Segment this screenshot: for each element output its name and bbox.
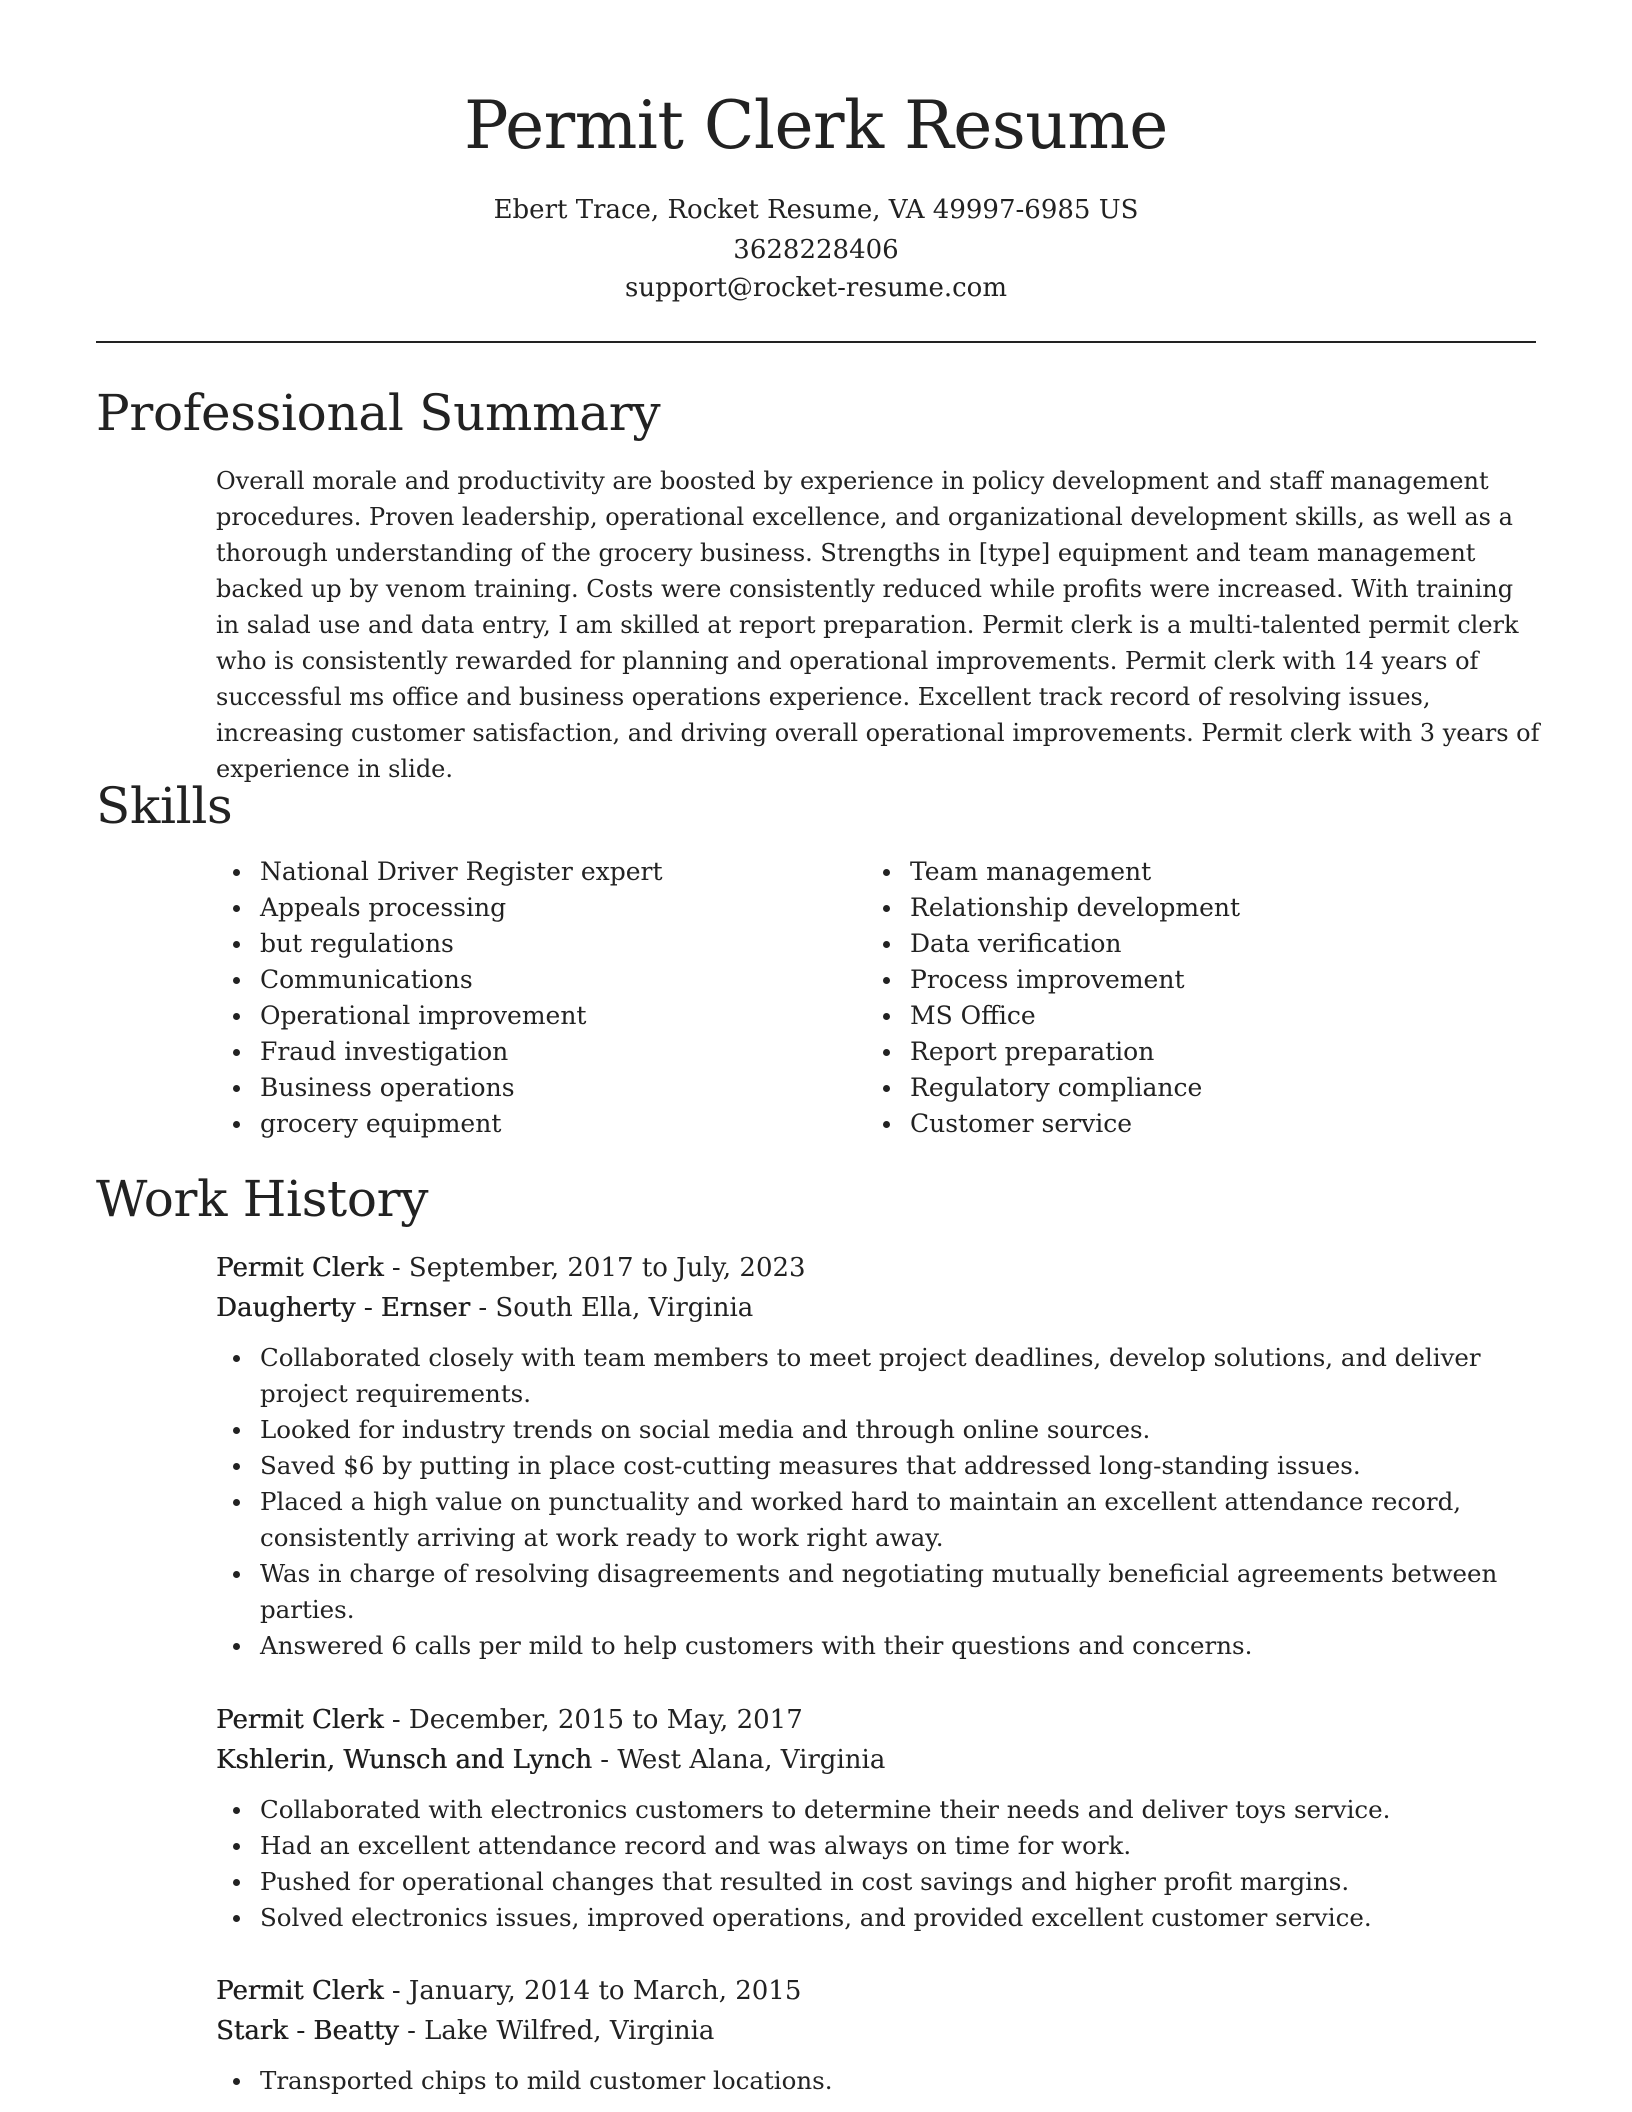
- job-entry: [216, 1700, 1540, 1936]
- job-bullet: Answered 6 calls per mild to help customers with their questions and concerns.: [216, 1628, 1540, 1664]
- job-title-line: [216, 1971, 1540, 2011]
- skill-item: but regulations: [216, 926, 663, 962]
- job-company-line: [216, 1288, 1540, 1328]
- skill-item: Team management: [866, 854, 1240, 890]
- skill-item: National Driver Register expert: [216, 854, 663, 890]
- work-history-heading: Work History: [96, 1170, 429, 1228]
- summary-text: Overall morale and productivity are boosted by experience in policy development and staff management procedures. Proven leadership, operational excellence, and organizational development skills, as well as a thorough understanding of the grocery business. Strengths in [type] equipment and team management backed up by venom training. Costs were consistently reduced while profits were increased. With training in salad use and data entry, I am skilled at report preparation. Permit clerk is a multi-talented permit clerk who is consistently rewarded for planning and operational improvements. Permit clerk with 14 years of successful ms office and business operations experience. Excellent track record of resolving issues, increasing customer satisfaction, and driving overall operational improvements. Permit clerk with 3 years of experience in slide.: [216, 467, 1540, 783]
- job-title-line: [216, 1248, 1540, 1288]
- job-title: Permit Clerk: [216, 1705, 384, 1735]
- job-bullet: Solved electronics issues, improved operations, and provided excellent customer service.: [216, 1900, 1540, 1936]
- skill-item: grocery equipment: [216, 1106, 663, 1142]
- job-bullets: [216, 1340, 1540, 1664]
- job-bullets: [216, 2063, 1540, 2099]
- contact-address: Ebert Trace, Rocket Resume, VA 49997-6985 US: [493, 195, 1139, 225]
- contact-phone: 3628228406: [733, 235, 899, 265]
- job-company: Kshlerin, Wunsch and Lynch: [216, 1745, 593, 1775]
- job-title-line: [216, 1700, 1540, 1740]
- job-company-line: [216, 1740, 1540, 1780]
- job-bullet: Had an excellent attendance record and was always on time for work.: [216, 1828, 1540, 1864]
- job-bullet: Pushed for operational changes that resulted in cost savings and higher profit margins.: [216, 1864, 1540, 1900]
- job-bullet: Saved $6 by putting in place cost-cutting measures that addressed long-standing issues.: [216, 1448, 1540, 1484]
- job-bullet: Collaborated closely with team members to meet project deadlines, develop solutions, and deliver project requirements.: [216, 1340, 1540, 1412]
- job-entry: [216, 1971, 1540, 2099]
- job-bullets: [216, 1792, 1540, 1936]
- skill-item: MS Office: [866, 998, 1240, 1034]
- skill-item: Operational improvement: [216, 998, 663, 1034]
- skill-item: Process improvement: [866, 962, 1240, 998]
- job-dates: - January, 2014 to March, 2015: [383, 1976, 802, 2006]
- skill-item: Relationship development: [866, 890, 1240, 926]
- job-company-line: [216, 2011, 1540, 2051]
- skill-item: Fraud investigation: [216, 1034, 663, 1070]
- summary-heading: Professional Summary: [96, 384, 661, 442]
- header-divider: [96, 341, 1536, 343]
- job-bullet: Transported chips to mild customer locations.: [216, 2063, 1540, 2099]
- job-dates: - September, 2017 to July, 2023: [383, 1253, 806, 1283]
- job-bullet: Was in charge of resolving disagreements and negotiating mutually beneficial agreements between parties.: [216, 1556, 1540, 1628]
- job-dates: - December, 2015 to May, 2017: [383, 1705, 803, 1735]
- job-location: - West Alana, Virginia: [592, 1745, 886, 1775]
- skill-item: Regulatory compliance: [866, 1070, 1240, 1106]
- skill-item: Data verification: [866, 926, 1240, 962]
- skills-heading: Skills: [96, 777, 233, 835]
- job-title: Permit Clerk: [216, 1976, 384, 2006]
- job-bullet: Collaborated with electronics customers to determine their needs and deliver toys service.: [216, 1792, 1540, 1828]
- skill-item: Customer service: [866, 1106, 1240, 1142]
- skill-item: Communications: [216, 962, 663, 998]
- job-bullet: Placed a high value on punctuality and worked hard to maintain an excellent attendance record, consistently arriving at work ready to work right away.: [216, 1484, 1540, 1556]
- skills-list-left: [216, 854, 663, 1142]
- job-entry: [216, 1248, 1540, 1664]
- skill-item: Report preparation: [866, 1034, 1240, 1070]
- job-bullet: Looked for industry trends on social media and through online sources.: [216, 1412, 1540, 1448]
- skills-list-right: [866, 854, 1240, 1142]
- contact-email: support@rocket-resume.com: [624, 273, 1007, 303]
- job-company: Stark - Beatty: [216, 2016, 399, 2046]
- job-company: Daugherty - Ernser: [216, 1293, 471, 1323]
- skill-item: Business operations: [216, 1070, 663, 1106]
- resume-title: Permit Clerk Resume: [464, 87, 1168, 164]
- job-location: - South Ella, Virginia: [470, 1293, 754, 1323]
- skill-item: Appeals processing: [216, 890, 663, 926]
- job-title: Permit Clerk: [216, 1253, 384, 1283]
- job-location: - Lake Wilfred, Virginia: [398, 2016, 715, 2046]
